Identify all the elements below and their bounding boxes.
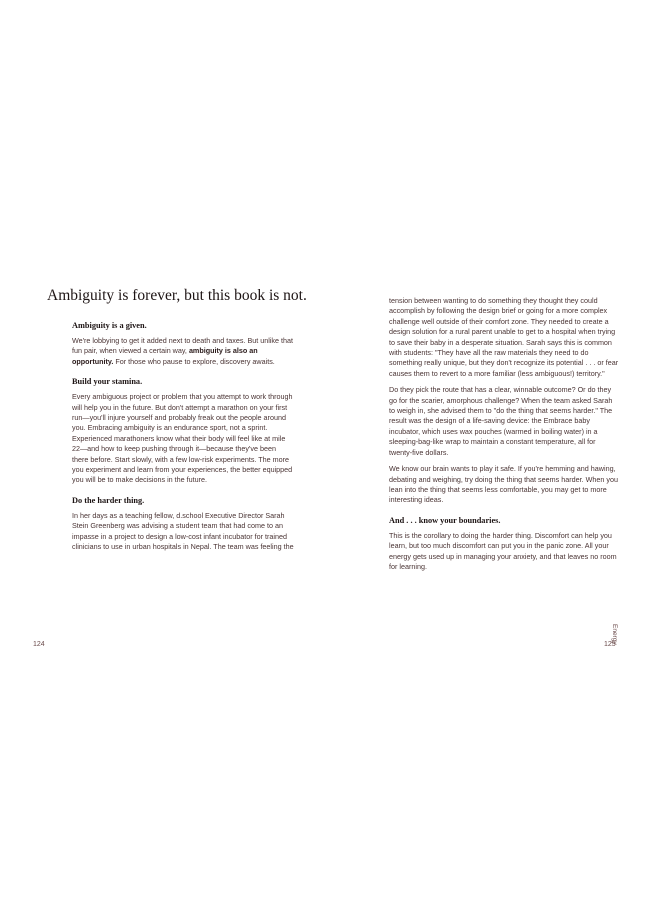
- body-paragraph: We know our brain wants to play it safe. If you're hemming and hawing, debating and weighing, try doing the thing that seems harder. When you lean into the thing that seems less comfortable, you may get to more interesting ideas.: [389, 464, 618, 505]
- section-paragraph-ambiguity-given: [72, 336, 294, 367]
- right-page-body: [389, 296, 619, 581]
- section-heading-build-stamina: Build your stamina.: [72, 377, 143, 387]
- body-paragraph: Do they pick the route that has a clear, winnable outcome? Or do they go for the scarier, amorphous challenge? When the team asked Sarah to weigh in, she advised them to "do the thing that seems harder." The result was the design of a life-saving device: the Embrace baby incubator, which uses wax pouches (warmed in boiling water) in a sleeping-bag-like wrap to maintain a constant temperature, all for twenty-five dollars.: [389, 385, 613, 457]
- page-number-left: 124: [33, 641, 45, 648]
- paragraph-text: For those who pause to explore, discovery awaits.: [113, 356, 275, 366]
- body-paragraph: tension between wanting to do something they thought they could accomplish by following the design brief or going for a more complex challenge well outside of their comfort zone. They needed to create a design solution for a rural parent unable to get to a hospital when trying to save their baby in a desperate situation. Sarah says this is common with students: "They have all the raw materials they need to do something really unique, but they don't recognize its potential . . . or fear causes them to revert to a more familiar (less ambiguous!) territory.": [389, 296, 619, 378]
- section-paragraph-harder-thing: In her days as a teaching fellow, d.school Executive Director Sarah Stein Greenberg was advising a student team that had come to an impasse in a project to design a low-cost infant incubator for trained clinicians to use in urban hospitals in Nepal. The team was feeling the: [72, 510, 294, 552]
- section-paragraph-build-stamina: Every ambiguous project or problem that you attempt to work through will help you in the future. But don't attempt a marathon on your first run—you'll injure yourself and probably freak out the people around you. Embracing ambiguity is an endurance sport, not a sprint. Experienced marathoners know what their body will feel like at mile 22—and how to keep pushing through it—because they've been there before. Start slowly, with a few low-risk experiments. The more you experiment and learn from your experiences, the better equipped you will be to make decisions in the future.: [72, 392, 293, 485]
- chapter-title: Ambiguity is forever, but this book is not.: [47, 287, 307, 304]
- section-heading-boundaries: And . . . know your boundaries.: [389, 515, 501, 525]
- paragraph-text: We're lobbying to get it added next to death and taxes. But unlike that fun pair, when viewed a certain way,: [72, 336, 294, 356]
- emphasis-text: ambiguity is also an opportunity.: [72, 346, 258, 366]
- section-heading-harder-thing: Do the harder thing.: [72, 495, 145, 505]
- left-page-body: [72, 320, 294, 562]
- section-paragraph-boundaries: This is the corollary to doing the harder thing. Discomfort can help you learn, but too much discomfort can put you in the panic zone. All your energy gets used up in managing your anxiety, and that leaves no room for learning.: [389, 530, 617, 571]
- page-number-right: 125: [604, 641, 616, 648]
- section-heading-ambiguity-given: Ambiguity is a given.: [72, 321, 147, 330]
- running-tab-label: Energy: [611, 624, 618, 645]
